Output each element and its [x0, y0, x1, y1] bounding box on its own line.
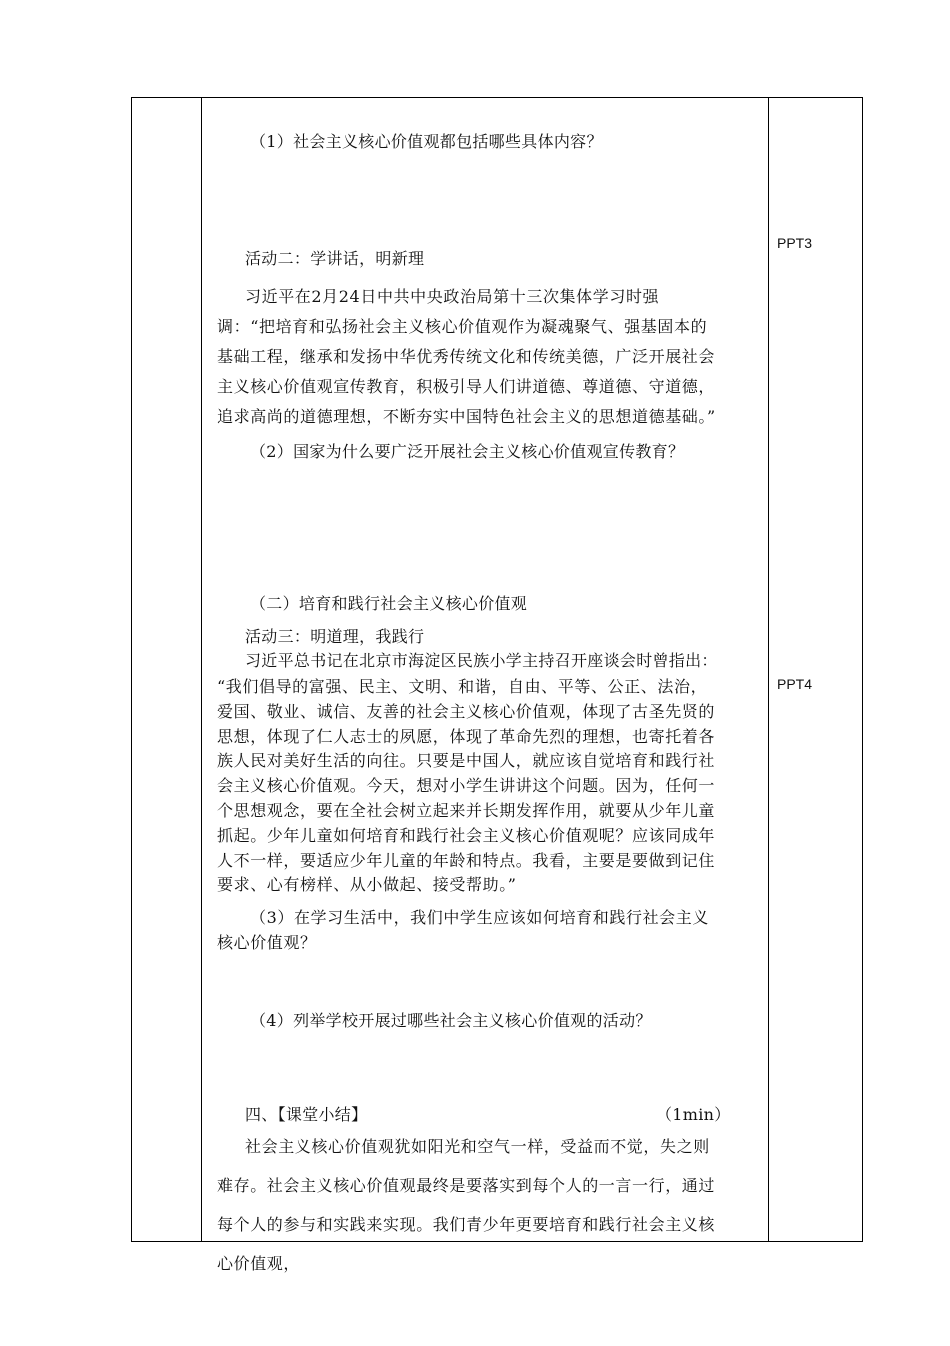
activity-3-quote: “我们倡导的富强、民主、文明、和谐，自由、平等、公正、法治，爱国、敬业、诚信、友善的社会主义核心价值观，体现了古圣先贤的思想，体现了仁人志士的夙愿，体现了革命先烈的理想，也寄托着各族人民对美好生活的向往。只要是中国人，就应该自觉培育和践行社会主义核心价值观。今天，想对小学生讲讲这个问题。因为，任何一个思想观念，要在全社会树立起来并长期发挥作用，就要从少年儿童抓起。少年儿童如何培育和践行社会主义核心价值观呢？应该同成年人不一样，要适应少年儿童的年龄和特点。我看，主要是要做到记住要求、心有榜样、从小做起、接受帮助。”	[217, 677, 716, 895]
section-2-title: （二）培育和践行社会主义核心价值观	[250, 594, 528, 613]
side-note-ppt4: PPT4	[777, 676, 813, 692]
question-1: （1）社会主义核心价值观都包括哪些具体内容？	[250, 132, 603, 151]
question-4: （4）列举学校开展过哪些社会主义核心价值观的活动？	[250, 1011, 652, 1030]
activity-2-title: 活动二：学讲话，明新理	[245, 249, 425, 268]
activity-3-title: 活动三：明道理，我践行	[245, 627, 425, 646]
question-3: （3）在学习生活中，我们中学生应该如何培育和践行社会主义核心价值观？	[217, 908, 709, 952]
activity-2-quote: 习近平在2月24日中共中央政治局第十三次集体学习时强调：“把培育和弘扬社会主义核心价值观作为凝魂聚气、强基固本的基础工程，继承和发扬中华优秀传统文化和传统美德，广泛开展社会主义核心价值观宣传教育，积极引导人们讲道德、尊道德、守道德，追求高尚的道德理想，不断夯实中国特色社会主义的思想道德基础。”	[217, 287, 716, 426]
summary-text: 社会主义核心价值观犹如阳光和空气一样，受益而不觉，失之则难存。社会主义核心价值观最终是要落实到每个人的一言一行，通过每个人的参与和实践来实现。我们青少年更要培育和践行社会主义核心价值观，	[217, 1137, 716, 1273]
side-note-ppt3: PPT3	[777, 235, 813, 251]
lesson-table	[131, 97, 863, 1273]
activity-3-intro: 习近平总书记在北京市海淀区民族小学主持召开座谈会时曾指出：	[245, 651, 718, 670]
column-divider-left	[201, 98, 202, 1241]
question-2: （2）国家为什么要广泛开展社会主义核心价值观宣传教育？	[250, 442, 685, 461]
column-divider-right	[768, 98, 769, 1241]
summary-title: 四、【课堂小结】	[245, 1105, 368, 1124]
summary-time: （1min）	[656, 1105, 731, 1124]
